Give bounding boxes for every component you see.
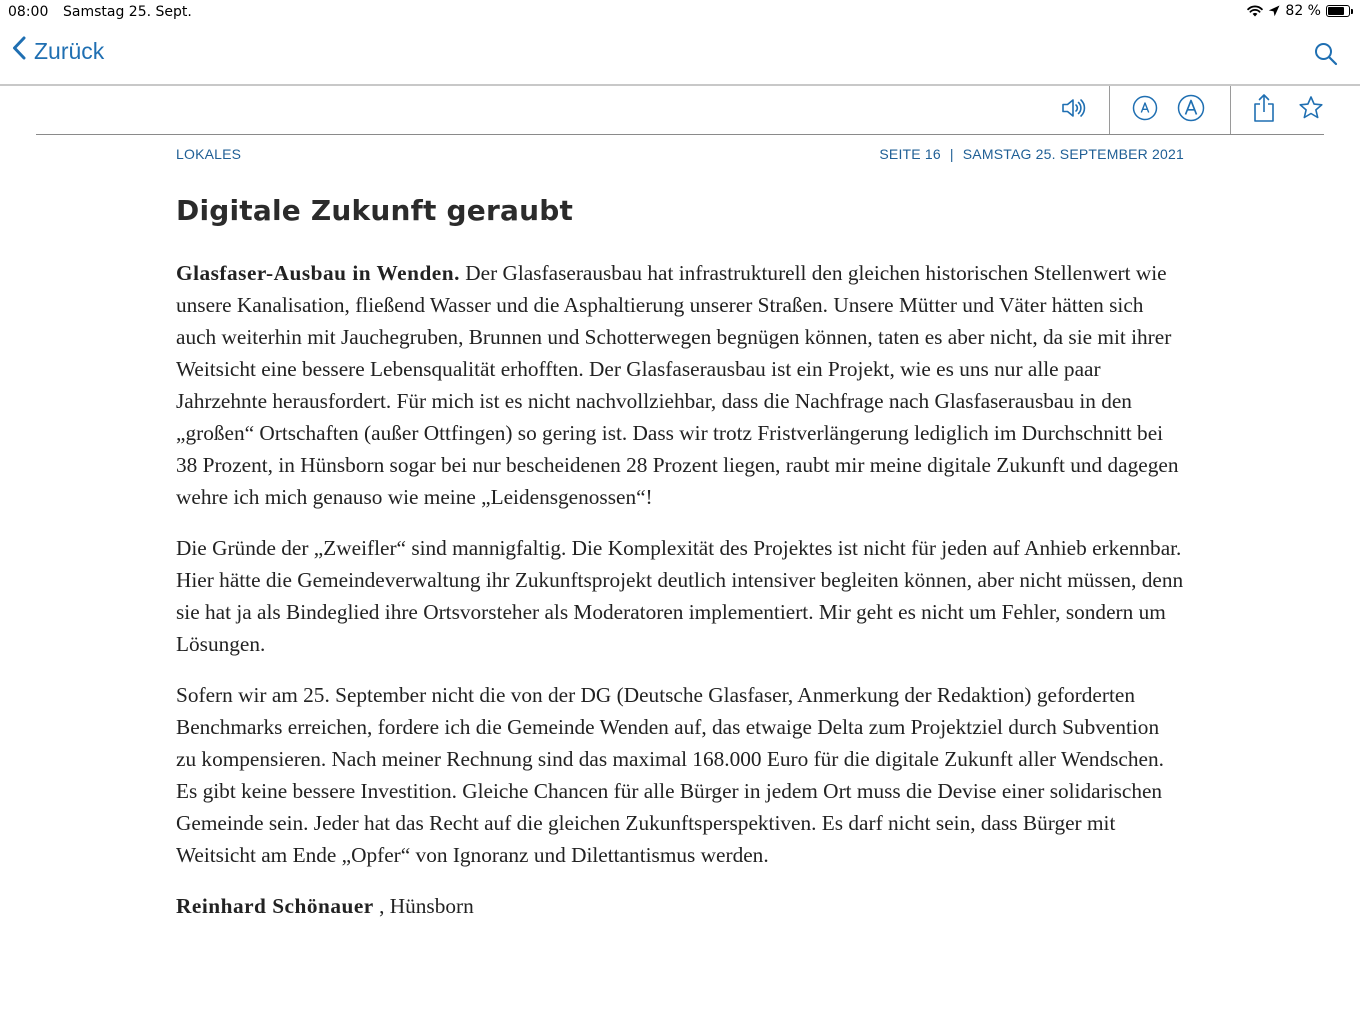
- increase-font-button[interactable]: [1177, 96, 1205, 124]
- back-button[interactable]: [12, 36, 104, 66]
- navigation-bar: [0, 26, 1360, 86]
- back-label: Zurück: [34, 37, 105, 64]
- decrease-font-button[interactable]: [1131, 96, 1159, 124]
- publication-date: SAMSTAG 25. SEPTEMBER 2021: [962, 146, 1184, 162]
- article-headline: Digitale Zukunft geraubt: [176, 194, 574, 227]
- search-icon: [1314, 53, 1338, 70]
- toolbar-separator: [1230, 86, 1231, 134]
- battery-percentage: 82 %: [1285, 3, 1321, 19]
- bookmark-button[interactable]: [1297, 96, 1325, 124]
- article-paragraph: [176, 257, 1184, 513]
- author-location: , Hünsborn: [379, 894, 474, 918]
- status-bar: [0, 0, 1360, 26]
- section-label: LOKALES: [176, 146, 242, 162]
- read-aloud-button[interactable]: [1059, 96, 1087, 124]
- article-meta: [176, 146, 1184, 164]
- toolbar-separator: [1109, 86, 1110, 134]
- location-arrow-icon: [1268, 5, 1280, 17]
- page-and-date: [879, 146, 1184, 162]
- page-number: SEITE 16: [879, 146, 941, 162]
- share-button[interactable]: [1250, 96, 1278, 124]
- chevron-left-icon: [12, 36, 26, 66]
- battery-level: [1328, 7, 1344, 15]
- article-toolbar: [36, 86, 1324, 135]
- status-time: 08:00: [8, 4, 49, 20]
- author-name: Reinhard Schönauer: [176, 894, 374, 918]
- lead-in: Glasfaser-Ausbau in Wenden.: [176, 261, 460, 285]
- status-indicators: [1247, 3, 1350, 19]
- share-icon: [1252, 93, 1276, 128]
- paragraph-text: Der Glasfaserausbau hat infrastrukturell den gleichen historischen Stellenwert wie unsere Kanalisation, fließend Wasser und die Asphaltierung unserer Straßen. Unsere Mütter und Väter hätten sich auch weiterhin mit Jauchegruben, Brunnen und Schotterwegen begnügen können, taten es aber nicht, da sie mit ihrer Weitsicht eine bessere Lebensqualität erhofften. Der Glasfaserausbau ist ein Projekt, wie es uns nur alle paar Jahrzehnte herausfordert. Für mich ist es nicht nachvollziehbar, dass die Nachfrage nach Glasfaserausbau in den „großen“ Ortschaften (außer Ottfingen) so gering ist. Dass wir trotz Fristverlängerung lediglich im Durchschnitt bei 38 Prozent, in Hünsborn sogar bei nur bescheidenen 28 Prozent liegen, raubt mir meine digitale Zukunft und dagegen wehre ich mich genauso wie meine „Leidensgenossen“!: [176, 261, 1179, 509]
- meta-divider: |: [949, 146, 954, 162]
- wifi-icon: [1247, 5, 1263, 17]
- article-paragraph: Die Gründe der „Zweifler“ sind mannigfaltig. Die Komplexität des Projektes ist nicht für jeden auf Anhieb erkennbar. Hier hätte die Gemeindeverwaltung ihr Zukunftsprojekt deutlich intensiver begleiten können, aber nicht müssen, denn sie hat ja als Bindeglied ihre Ortsvorsteher als Moderatoren implementiert. Mir geht es nicht um Fehler, sondern um Lösungen.: [176, 536, 1184, 656]
- battery-icon: [1326, 5, 1350, 17]
- star-icon: [1298, 95, 1324, 126]
- article-paragraph: Sofern wir am 25. September nicht die von der DG (Deutsche Glasfaser, Anmerkung der Redaktion) geforderten Benchmarks erreichen, fordere ich die Gemeinde Wenden auf, das etwaige Delta zum Projektziel durch Subvention zu kompensieren. Nach meiner Rechnung sind das maximal 168.000 Euro für die digitale Zukunft aller Wendschen. Es gibt keine bessere Investition. Gleiche Chancen für alle Bürger in jedem Ort muss die Devise einer solidarischen Gemeinde sein. Jeder hat das Recht auf die gleichen Zukunftsperspektiven. Es darf nicht sein, dass Bürger mit Weitsicht am Ende „Opfer“ von Ignoranz und Dilettantismus werden.: [176, 683, 1164, 867]
- font-larger-icon: [1177, 94, 1205, 127]
- font-smaller-icon: [1132, 95, 1158, 126]
- speaker-icon: [1060, 96, 1086, 125]
- article-body: [176, 257, 1184, 941]
- author-line: [176, 890, 1184, 922]
- status-date: Samstag 25. Sept.: [63, 4, 192, 20]
- search-button[interactable]: [1314, 42, 1338, 71]
